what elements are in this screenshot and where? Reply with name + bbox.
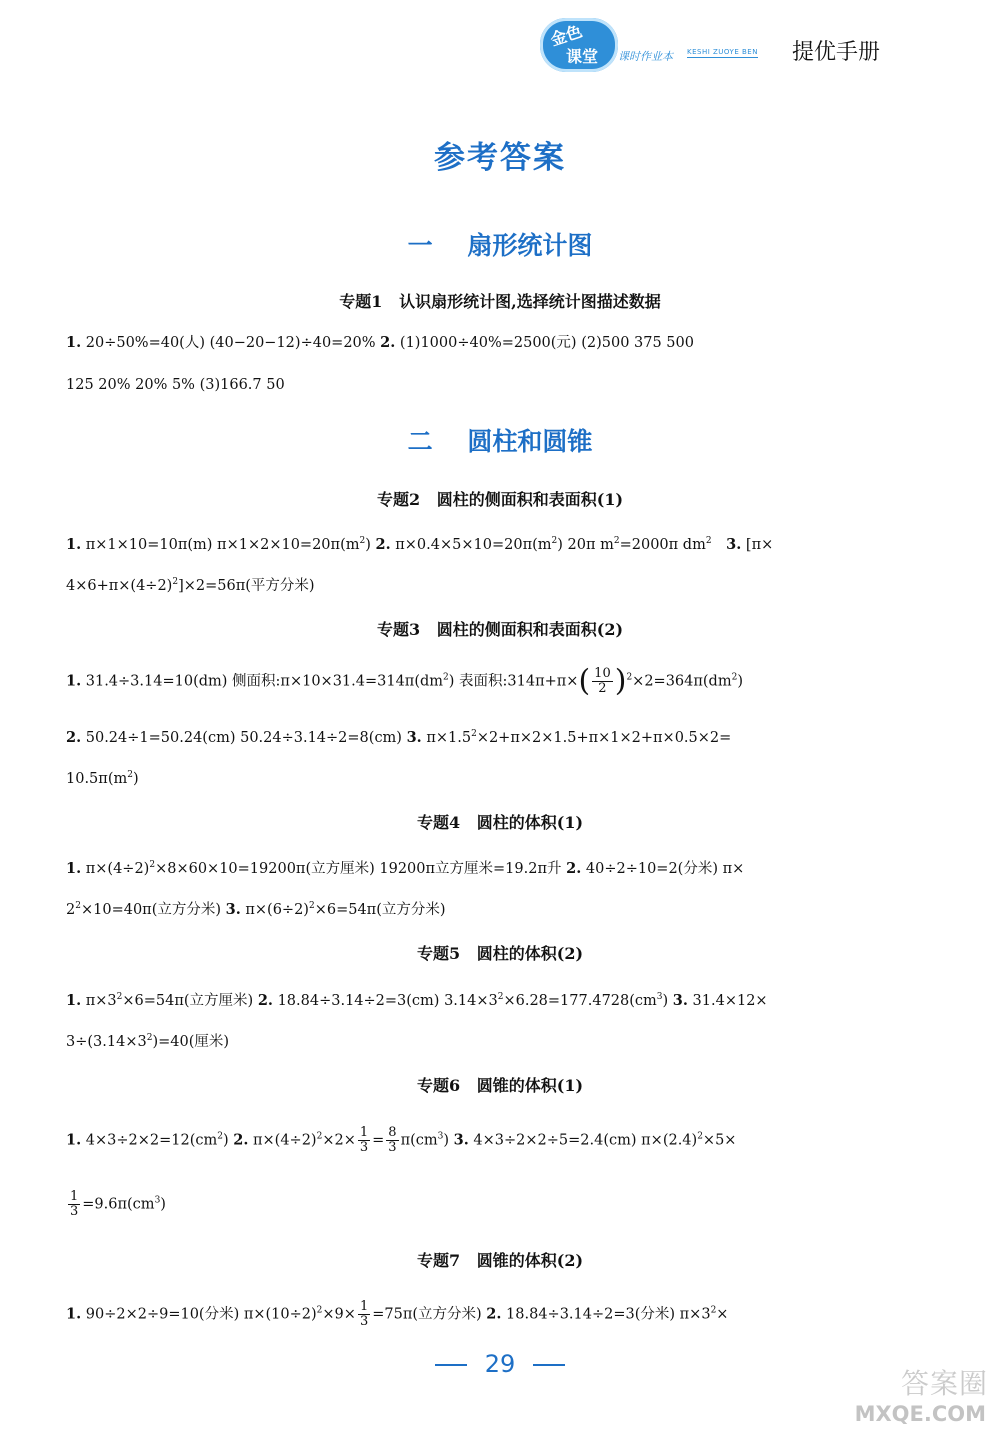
answer-line: 125 20% 20% 5% (3)166.7 50 — [66, 377, 285, 393]
watermark-logo: 答案圈 — [900, 1367, 988, 1400]
answer-line: $\frac{1}{3}$ $=9.6\pi(cm^3)$ — [70, 1189, 166, 1219]
logo-bottom-text: 课堂 — [566, 47, 599, 66]
answer-line: $2^2\times 10=40\pi$(立方分米) 3. $\pi\times(6\div 2)^2\times 6=54\pi$(立方分米) — [66, 901, 446, 918]
brand-logo — [540, 18, 618, 72]
fraction: $\frac{1}{3}$ — [70, 1189, 79, 1219]
answer-line: 1. $\pi\times(4\div 2)^2\times 8\times 60\times 10=19200\pi$(立方厘米) 19200π立方厘米=19.2π升 2. 40÷2÷10=2(分米) π× — [66, 860, 745, 877]
answer-line: 1. 31.4÷3.14=10(dm) 侧面积$:\pi\times 10\times 31.4=314\pi(dm^2)$ 表面积:314π+π×( $\frac{10}{2}$ )$^2\times 2=364\pi(dm^2)$ — [66, 663, 743, 699]
topic-heading-2: 专题2 圆柱的侧面积和表面积(1) — [376, 490, 624, 509]
answer-line: $10.5\pi(m^2)$ — [66, 770, 139, 787]
watermark-url: MXQE.COM — [854, 1402, 986, 1426]
header-brand — [540, 18, 940, 78]
answer-line: 1. $\pi\times 3^2\times 6=54\pi$(立方厘米) 2. 18.84÷3.14÷2=3(cm) $3.14\times 3^2\times 6.28=177.4728(cm^3)$ 3. 31.4×12× — [66, 992, 768, 1009]
page-title: 参考答案 — [434, 140, 566, 176]
logo-subtitle: 课时作业本 — [618, 50, 673, 63]
fraction: $\frac{8}{3}$ — [388, 1125, 397, 1155]
fraction: $\frac{1}{3}$ — [359, 1299, 369, 1329]
fraction: $\frac{1}{3}$ — [359, 1125, 369, 1155]
logo-top-text: 金色 — [548, 21, 585, 50]
answer-line: 1. π×1×10=10π(m) $\pi\times 1\times 2\times 10=20\pi(m^2)$ 2. $\pi\times 0.4\times 5\times 10=20\pi(m^2)$ 20π $m^2=2000\pi$ $dm^2$ 3. [π× — [66, 536, 774, 553]
answer-line: $4\times 6+\pi\times(4\div 2)^2]\times 2=56\pi$(平方分米) — [66, 577, 315, 594]
page-number: 29 — [0, 1350, 1000, 1378]
answer-line: $3\div(3.14\times 3^2)=40$(厘米) — [66, 1033, 230, 1050]
answer-line: 1. 20÷50%=40(人) (40−20−12)÷40=20% 2. (1)1000÷40%=2500(元) (2)500 375 500 — [66, 334, 694, 351]
book-title: 提优手册 — [792, 40, 881, 65]
logo-pinyin: KESHI ZUOYE BEN — [687, 48, 758, 56]
section-title-2: 二 圆柱和圆锥 — [407, 427, 593, 456]
fraction: $\frac{10}{2}$ — [594, 666, 611, 696]
topic-heading-5: 专题5 圆柱的体积(2) — [416, 944, 584, 963]
topic-heading-3: 专题3 圆柱的侧面积和表面积(2) — [376, 620, 624, 639]
answer-line: 1. $4\times 3\div 2\times 2=12(cm^2)$ 2. $\pi\times(4\div 2)^2\times 2\times$ $\frac{1}{3}$ = $\frac{8}{3}$ $\pi(cm^3)$ 3. 4×3÷2×2÷5=2.4(cm) $\pi\times(2.4)^2\times 5\times$ — [66, 1125, 737, 1155]
topic-heading-4: 专题4 圆柱的体积(1) — [416, 813, 584, 832]
topic-heading-1: 专题1 认识扇形统计图,选择统计图描述数据 — [339, 292, 661, 311]
answer-line: 1. 90÷2×2÷9=10(分米) $\pi\times(10\div 2)^2\times 9\times$ $\frac{1}{3}$ =75π(立方分米) 2. 18.84÷3.14÷2=3(分米) $\pi\times 3^2\times$ — [66, 1299, 729, 1329]
section-title-1: 一 扇形统计图 — [407, 231, 593, 260]
answer-line: 2. 50.24÷1=50.24(cm) 50.24÷3.14÷2=8(cm) 3. $\pi\times 1.5^2\times 2+\pi\times 2\times 1.5+\pi\times 1\times 2+\pi\times 0.5\times 2=$ — [66, 729, 732, 746]
question-number: 1. — [66, 334, 82, 351]
question-number: 2. — [380, 334, 396, 351]
topic-heading-6: 专题6 圆锥的体积(1) — [416, 1076, 584, 1095]
topic-heading-7: 专题7 圆锥的体积(2) — [416, 1251, 584, 1270]
